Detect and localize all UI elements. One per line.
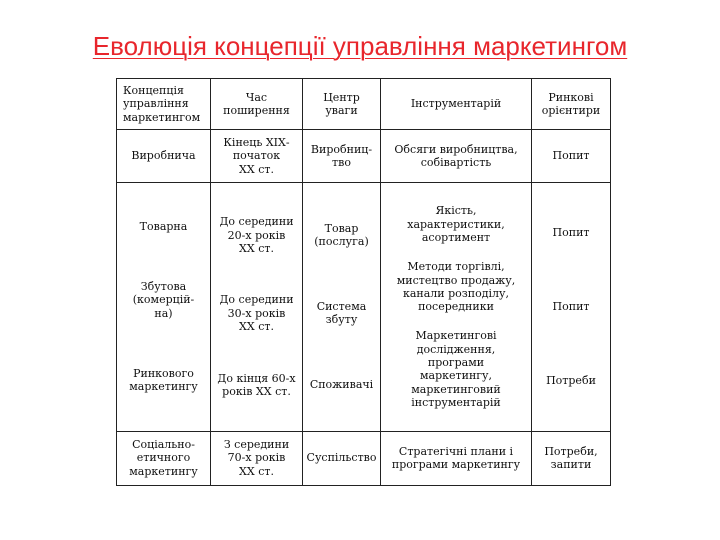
cell-orientation-stack (532, 183, 611, 432)
cell-tools: Якість, характеристики, асортимент (407, 204, 505, 244)
cell-period: До середини 30-х років ХХ ст. (219, 293, 294, 334)
cell-focus: Суспільство (303, 431, 381, 485)
cell-focus: Споживачі (309, 378, 374, 392)
header-tools: Інструментарій (381, 79, 532, 130)
cell-tools: Обсяги виробництва, собівартість (381, 130, 532, 183)
cell-period-stack (211, 183, 303, 432)
cell-concept: Товарна (139, 219, 188, 233)
cell-period: Кінець ХІХ- початок ХХ ст. (211, 130, 303, 183)
cell-tools: Маркетингові дослідження, програми маркетингу, маркетинговий інструментарій (411, 329, 501, 409)
cell-orientation: Попит (552, 300, 590, 314)
slide-title: Еволюція концепції управління маркетингом (92, 31, 628, 61)
cell-period: До кінця 60-х років ХХ ст. (217, 371, 296, 398)
cell-concept: Ринкового маркетингу (129, 367, 198, 394)
cell-concept: Виробнича (117, 130, 211, 183)
marketing-concepts-table (116, 78, 611, 486)
table-header-row (117, 79, 611, 130)
cell-concept-stack (117, 183, 211, 432)
header-period: Час поширення (211, 79, 303, 130)
table-row (117, 431, 611, 485)
cell-orientation: Попит (552, 226, 590, 240)
cell-orientation: Потреби, запити (532, 431, 611, 485)
cell-tools: Методи торгівлі, мистецтво продажу, канали розподілу, посередники (396, 260, 516, 314)
cell-focus: Система збуту (316, 300, 367, 327)
cell-period: До середини 20-х років ХХ ст. (219, 215, 294, 255)
cell-concept: Збутова (комерцій- на) (132, 280, 195, 320)
cell-focus-stack (303, 183, 381, 432)
cell-concept: Соціально- етичного маркетингу (117, 431, 211, 485)
cell-tools-stack (381, 183, 532, 432)
cell-orientation: Потреби (546, 373, 596, 387)
cell-tools: Стратегічні плани і програми маркетингу (381, 431, 532, 485)
header-focus: Центр уваги (303, 79, 381, 130)
table-row (117, 130, 611, 183)
table-row-merged-block (117, 183, 611, 432)
cell-period: З середини 70-х років ХХ ст. (211, 431, 303, 485)
header-concept: Концепція управління маркетингом (117, 79, 211, 130)
header-orientation: Ринкові орієнтири (532, 79, 611, 130)
cell-focus: Виробниц- тво (303, 130, 381, 183)
cell-orientation: Попит (532, 130, 611, 183)
cell-focus: Товар (послуга) (314, 222, 369, 249)
